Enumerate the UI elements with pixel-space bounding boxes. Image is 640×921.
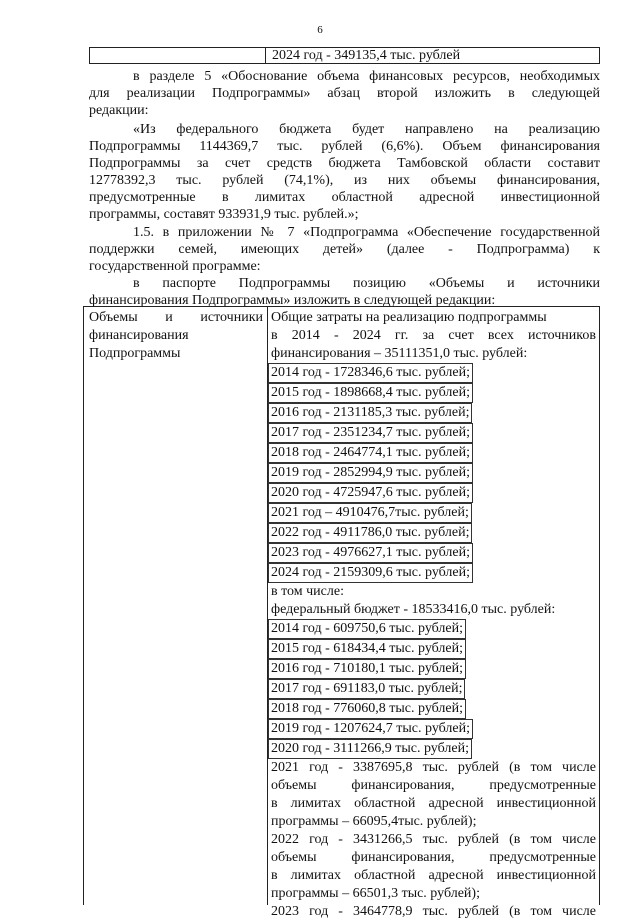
year-2022-line: объемы финансирования, предусмотренные: [271, 850, 596, 865]
paragraph-line: редакции:: [89, 103, 149, 118]
year-2021-line: программы – 66095,4тыс. рублей);: [271, 814, 477, 829]
paragraph-line: Подпрограммы за счет средств бюджета Тамбовской области составит: [89, 156, 600, 171]
total-year-line: 2014 год - 1728346,6 тыс. рублей;: [268, 363, 473, 383]
intro-line: Общие затраты на реализацию подпрограммы: [271, 310, 547, 325]
paragraph-section5: [89, 68, 600, 119]
paragraph-line: государственной программе:: [89, 259, 261, 274]
paragraph-passport: [89, 275, 600, 309]
year-2022-line: 2022 год - 3431266,5 тыс. рублей (в том числе: [271, 832, 596, 847]
top-table-row: [89, 47, 600, 64]
total-year-line: 2024 год - 2159309,6 тыс. рублей;: [268, 563, 473, 583]
paragraph-line: в разделе 5 «Обоснование объема финансовых ресурсов, необходимых: [133, 69, 600, 84]
intro-line: финансирования – 35111351,0 тыс. рублей:: [271, 346, 528, 361]
paragraph-line: «Из федерального бюджета будет направлено на реализацию: [133, 122, 600, 137]
including-label: в том числе:: [271, 584, 344, 599]
federal-total-line: федеральный бюджет - 18533416,0 тыс. рублей:: [271, 602, 556, 617]
total-year-line: 2019 год - 2852994,9 тыс. рублей;: [268, 463, 473, 483]
year-2022-line: в лимитах областной адресной инвестиционной: [271, 868, 596, 883]
total-year-line: 2022 год - 4911786,0 тыс. рублей;: [268, 523, 472, 543]
paragraph-appendix7: [89, 224, 600, 275]
federal-year-line: 2020 год - 3111266,9 тыс. рублей;: [268, 739, 472, 759]
total-year-line: 2021 год – 4910476,7тыс. рублей;: [268, 503, 472, 523]
page-number: 6: [317, 24, 323, 36]
left-cell-line: финансирования: [89, 328, 189, 343]
paragraph-line: для реализации Подпрограммы» абзац второй изложить в следующей: [89, 86, 600, 101]
federal-year-line: 2015 год - 618434,4 тыс. рублей;: [268, 639, 466, 659]
federal-year-line: 2017 год - 691183,0 тыс. рублей;: [268, 679, 465, 699]
year-2021-line: объемы финансирования, предусмотренные: [271, 778, 596, 793]
federal-year-line: 2016 год - 710180,1 тыс. рублей;: [268, 659, 466, 679]
year-2023-line: 2023 год - 3464778,9 тыс. рублей (в том числе: [271, 904, 596, 919]
paragraph-line: поддержки семей, имеющих детей» (далее - Подпрограмма) к: [89, 242, 600, 257]
paragraph-line: программы, составят 933931,9 тыс. рублей.»;: [89, 207, 359, 222]
top-row-cell: 2024 год - 349135,4 тыс. рублей: [272, 48, 461, 63]
total-year-line: 2023 год - 4976627,1 тыс. рублей;: [268, 543, 473, 563]
paragraph-line: 1.5. в приложении № 7 «Подпрограмма «Обеспечение государственной: [133, 225, 600, 240]
total-year-line: 2018 год - 2464774,1 тыс. рублей;: [268, 443, 473, 463]
total-year-line: 2020 год - 4725947,6 тыс. рублей;: [268, 483, 473, 503]
left-cell-line: Объемы и источники: [89, 310, 263, 325]
table-divider: [265, 48, 266, 63]
left-cell-line: Подпрограммы: [89, 346, 181, 361]
federal-year-line: 2018 год - 776060,8 тыс. рублей;: [268, 699, 466, 719]
intro-line: в 2014 - 2024 гг. за счет всех источников: [271, 328, 596, 343]
paragraph-quote: [89, 121, 600, 223]
paragraph-line: предусмотренные в лимитах областной адресной инвестиционной: [89, 190, 600, 205]
year-2021-line: 2021 год - 3387695,8 тыс. рублей (в том числе: [271, 760, 596, 775]
year-2022-line: программы – 66501,3 тыс. рублей);: [271, 886, 480, 901]
year-2021-line: в лимитах областной адресной инвестиционной: [271, 796, 596, 811]
paragraph-line: в паспорте Подпрограммы позицию «Объемы и источники: [133, 276, 600, 291]
federal-year-line: 2019 год - 1207624,7 тыс. рублей;: [268, 719, 473, 739]
total-year-line: 2016 год - 2131185,3 тыс. рублей;: [268, 403, 472, 423]
federal-year-line: 2014 год - 609750,6 тыс. рублей;: [268, 619, 466, 639]
table-left-cell: [89, 309, 263, 363]
financing-table: [83, 306, 600, 919]
table-right-cell: [271, 309, 596, 921]
paragraph-line: 12778392,3 тыс. рублей (74,1%), из них объемы финансирования,: [89, 173, 600, 188]
paragraph-line: Подпрограммы 1144369,7 тыс. рублей (6,6%). Объем финансирования: [89, 139, 600, 154]
total-year-line: 2017 год - 2351234,7 тыс. рублей;: [268, 423, 473, 443]
paragraph-line: финансирования Подпрограммы» изложить в следующей редакции:: [89, 293, 496, 308]
total-year-line: 2015 год - 1898668,4 тыс. рублей;: [268, 383, 473, 403]
